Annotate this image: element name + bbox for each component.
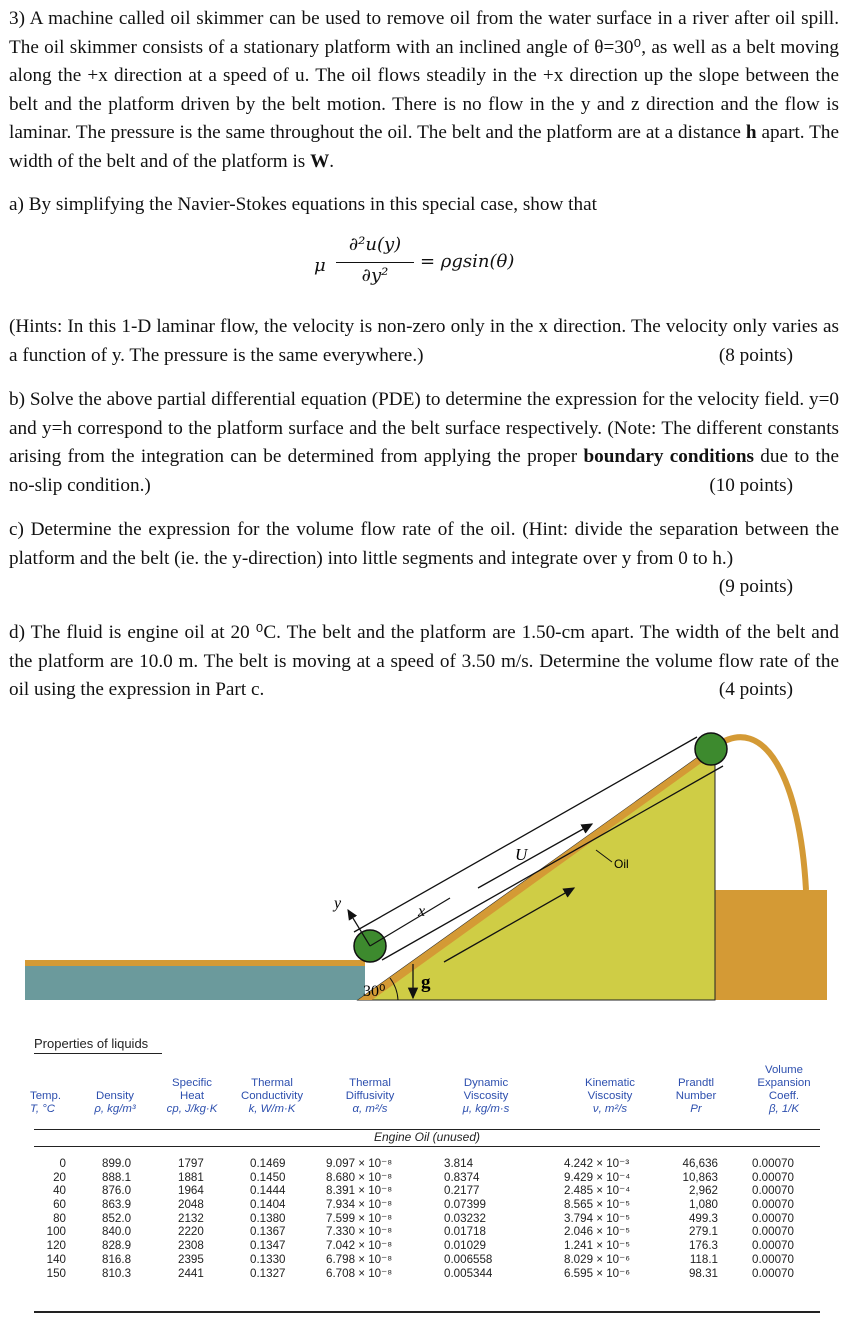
table-cell: 140	[46, 1252, 66, 1266]
table-cell: 2.485 × 10⁻⁴	[564, 1184, 631, 1198]
table-cell: 100	[46, 1225, 66, 1239]
table-cell: 80	[53, 1211, 66, 1225]
table-cell: 863.9	[102, 1198, 132, 1212]
table-cell: 0.01718	[444, 1225, 486, 1239]
col-temp	[38, 1157, 66, 1280]
points-c: (9 points)	[718, 576, 793, 598]
table-cell: 8.029 × 10⁻⁶	[564, 1252, 631, 1266]
table-cell: 6.708 × 10⁻⁸	[326, 1266, 393, 1280]
table-cell: 7.599 × 10⁻⁸	[326, 1211, 393, 1225]
table-cell: 816.8	[102, 1252, 132, 1266]
upper-roller	[695, 733, 727, 765]
col-specific-heat	[178, 1157, 204, 1280]
table-cell: 2048	[178, 1198, 204, 1212]
table-cell: 0.1469	[250, 1157, 286, 1170]
table-cell: 899.0	[102, 1157, 132, 1170]
label-x: x	[418, 903, 426, 920]
part-d	[9, 619, 839, 705]
table-cell: 176.3	[688, 1239, 718, 1253]
points-b: (10 points)	[709, 474, 793, 496]
table-cell: 0.00070	[752, 1170, 794, 1184]
label-u: U	[515, 845, 528, 864]
table-section-title: Engine Oil (unused)	[373, 1130, 481, 1144]
table-cell: 0.2177	[444, 1184, 480, 1198]
x-axis-line	[370, 898, 450, 946]
table-cell: 0.8374	[444, 1170, 480, 1184]
header-prandtl: Prandtl Number Pr	[675, 1077, 717, 1115]
table-cell: 0.00070	[752, 1266, 794, 1280]
table-cell: 2,962	[688, 1184, 718, 1198]
table-cell: 3.794 × 10⁻⁵	[564, 1211, 631, 1225]
part-c	[9, 516, 839, 602]
header-thermal-diffusivity: Thermal Diffusivity α, m²/s	[345, 1077, 395, 1115]
part-b	[9, 386, 839, 500]
table-cell: 1964	[178, 1184, 204, 1198]
table-cell: 98.31	[688, 1266, 718, 1280]
table-cell: 7.042 × 10⁻⁸	[326, 1239, 393, 1253]
hint-a-text: (Hints: In this 1-D laminar flow, the velocity is non-zero only in the x direction. The velocity only varies as a function of y. The pressure is the same everywhere.)	[9, 316, 839, 366]
intro-end: .	[329, 150, 335, 172]
points-d: (4 points)	[718, 679, 793, 701]
part-b-bold: boundary conditions	[583, 446, 754, 468]
table-cell: 7.330 × 10⁻⁸	[326, 1225, 393, 1239]
table-cell: 20	[53, 1170, 66, 1184]
col-density	[102, 1157, 131, 1280]
label-oil: Oil	[614, 857, 629, 871]
part-c-text: c) Determine the expression for the volume flow rate of the oil. (Hint: divide the separation between the platform and the belt (ie. the y-direction) into little segments and integrate over y from 0 to h.)	[9, 519, 839, 569]
col-expansion-coeff	[752, 1157, 794, 1280]
table-cell: 279.1	[688, 1225, 718, 1239]
oil-collection-tank	[715, 890, 827, 1000]
table-cell: 499.3	[688, 1211, 718, 1225]
problem-intro	[9, 5, 839, 177]
table-cell: 0.01029	[444, 1239, 486, 1253]
col-prandtl	[664, 1157, 718, 1280]
eq-mu: μ	[314, 255, 326, 276]
col-kinematic-viscosity	[564, 1157, 630, 1280]
eq-numerator: ∂²u(y)	[348, 234, 402, 255]
table-cell: 0.00070	[752, 1211, 794, 1225]
table-cell: 0.00070	[752, 1239, 794, 1253]
table-cell: 0.00070	[752, 1252, 794, 1266]
eq-fraction-bar	[336, 262, 414, 263]
table-cell: 7.934 × 10⁻⁸	[326, 1198, 393, 1212]
table-cell: 0.00070	[752, 1225, 794, 1239]
table-cell: 0.00070	[752, 1198, 794, 1212]
col-diffusivity	[326, 1157, 392, 1280]
label-y: y	[334, 895, 342, 912]
table-cell: 2308	[178, 1239, 204, 1253]
label-g: g	[421, 972, 431, 993]
table-cell: 0	[59, 1157, 66, 1170]
table-title: Properties of liquids	[34, 1036, 149, 1051]
table-cell: 0.005344	[444, 1266, 493, 1280]
table-cell: 10,863	[682, 1170, 718, 1184]
table-cell: 118.1	[689, 1252, 718, 1266]
header-thermal-conductivity: Thermal Conductivity k, W/m·K	[240, 1077, 304, 1115]
table-cell: 828.9	[102, 1239, 132, 1253]
table-cell: 8.391 × 10⁻⁸	[326, 1184, 393, 1198]
table-cell: 0.1347	[250, 1239, 286, 1253]
section-rule	[34, 1146, 820, 1147]
table-cell: 2220	[178, 1225, 204, 1239]
table-cell: 0.1367	[250, 1225, 286, 1239]
intro-w: W	[310, 150, 330, 172]
table-cell: 6.798 × 10⁻⁸	[326, 1252, 393, 1266]
table-cell: 1.241 × 10⁻⁵	[564, 1239, 631, 1253]
table-cell: 840.0	[102, 1225, 132, 1239]
table-cell: 0.1380	[250, 1211, 286, 1225]
table-cell: 0.00070	[752, 1184, 794, 1198]
table-cell: 4.242 × 10⁻³	[564, 1157, 630, 1170]
surface-oil-layer	[25, 960, 365, 966]
eq-rhs: = ρgsin(θ)	[420, 251, 515, 272]
table-cell: 0.00070	[752, 1157, 794, 1170]
intro-mid: apart. The width of the belt and of the platform is	[9, 122, 839, 172]
header-dynamic-viscosity: Dynamic Viscosity μ, kg/m·s	[462, 1077, 510, 1115]
navier-stokes-equation	[308, 232, 568, 292]
part-d-text: d) The fluid is engine oil at 20 ⁰C. The belt and the platform are 1.50-cm apart. The width of the belt and the platform are 10.0 m. The belt is moving at a speed of 3.50 m/s. Determine the volume flow rate of the oil using the expression in Part c.	[9, 622, 839, 701]
header-volume-expansion: Volume Expansion Coeff. β, 1/K	[757, 1064, 811, 1115]
table-cell: 2132	[178, 1211, 204, 1225]
header-kinematic-viscosity: Kinematic Viscosity ν, m²/s	[584, 1077, 635, 1115]
water-surface	[25, 965, 365, 1000]
table-cell: 3.814	[444, 1157, 474, 1170]
table-cell: 0.1404	[250, 1198, 286, 1212]
part-b-text: b) Solve the above partial differential equation (PDE) to determine the expression for the velocity field. y=0 and y=h correspond to the platform surface and the belt surface respectively. (Note: The different constants arising from the integration can be determined from applying the proper	[9, 389, 839, 468]
table-cell: 150	[46, 1266, 66, 1280]
table-cell: 1881	[178, 1170, 204, 1184]
table-cell: 0.1450	[250, 1170, 286, 1184]
intro-h: h	[745, 122, 757, 144]
table-cell: 2441	[178, 1266, 204, 1280]
table-bottom-rule	[34, 1311, 820, 1313]
table-cell: 46,636	[682, 1157, 718, 1170]
table-cell: 876.0	[102, 1184, 132, 1198]
table-cell: 0.1444	[250, 1184, 286, 1198]
table-cell: 1797	[178, 1157, 204, 1170]
col-conductivity	[250, 1157, 285, 1280]
table-cell: 0.03232	[444, 1211, 486, 1225]
table-cell: 0.1330	[250, 1252, 286, 1266]
table-cell: 0.1327	[250, 1266, 286, 1280]
table-cell: 810.3	[102, 1266, 132, 1280]
table-cell: 60	[53, 1198, 66, 1212]
label-angle: 30⁰	[363, 983, 386, 1000]
part-a: a) By simplifying the Navier-Stokes equations in this special case, show that	[9, 194, 597, 215]
oil-discharge-stream	[716, 737, 806, 890]
table-cell: 8.680 × 10⁻⁸	[326, 1170, 393, 1184]
header-specific-heat: Specific Heat cp, J/kg·K	[166, 1077, 218, 1115]
table-cell: 852.0	[102, 1211, 132, 1225]
table-cell: 120	[46, 1239, 66, 1253]
eq-denominator: ∂y²	[361, 265, 389, 286]
col-dynamic-viscosity	[444, 1157, 492, 1280]
table-cell: 0.006558	[444, 1252, 493, 1266]
table-cell: 2.046 × 10⁻⁵	[564, 1225, 631, 1239]
hint-a	[9, 313, 839, 370]
table-cell: 888.1	[102, 1170, 132, 1184]
points-a: (8 points)	[718, 344, 793, 366]
table-title-underline	[34, 1053, 162, 1054]
table-cell: 9.097 × 10⁻⁸	[326, 1157, 393, 1170]
table-cell: 1,080	[688, 1198, 718, 1212]
table-cell: 8.565 × 10⁻⁵	[564, 1198, 631, 1212]
table-cell: 6.595 × 10⁻⁶	[564, 1266, 631, 1280]
table-cell: 0.07399	[444, 1198, 486, 1212]
properties-table	[30, 1036, 820, 1326]
intro-text: 3) A machine called oil skimmer can be used to remove oil from the water surface in a river after oil spill. The oil skimmer consists of a stationary platform with an inclined angle of θ=30⁰, as well as a belt moving along the +x direction at a speed of u. The oil flows steadily in the +x direction up the slope between the belt and the platform driven by the belt motion. There is no flow in the y and z direction and the flow is laminar. The pressure is the same throughout the oil. The belt and the platform are at a distance	[9, 8, 839, 144]
table-cell: 40	[53, 1184, 66, 1198]
header-temp: Temp. T, °C	[30, 1090, 62, 1115]
table-cell: 2395	[178, 1252, 204, 1266]
table-cell: 9.429 × 10⁻⁴	[564, 1170, 631, 1184]
part-b-text-2: due to the no-slip condition.)	[9, 446, 839, 496]
header-density: Density ρ, kg/m³	[94, 1090, 136, 1115]
oil-skimmer-diagram	[0, 720, 852, 1020]
